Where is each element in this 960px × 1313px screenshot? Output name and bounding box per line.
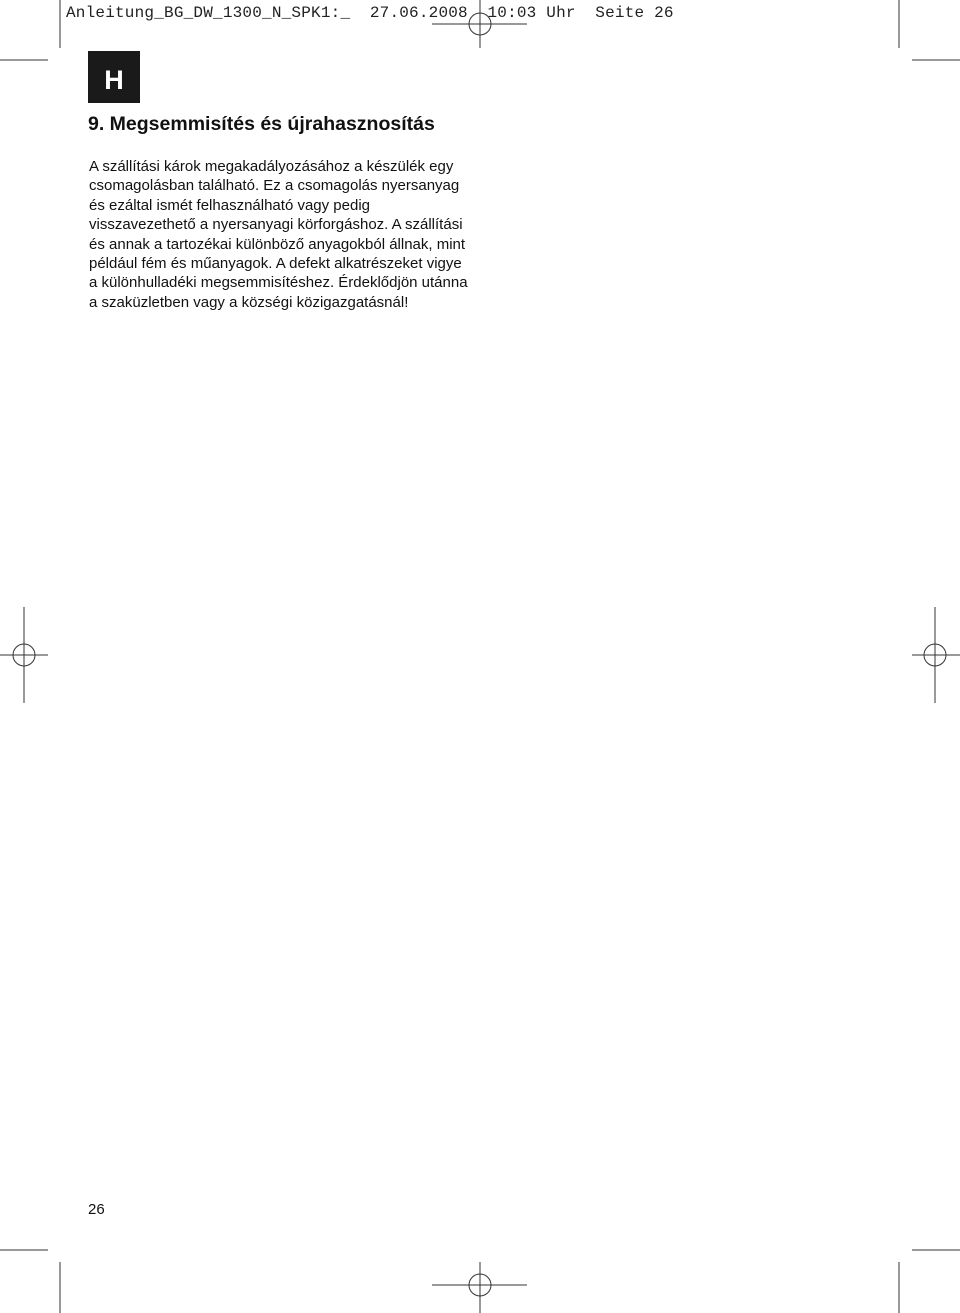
section-body — [89, 157, 469, 312]
section-paragraph: A szállítási károk megakadályozásához a készülék egy csomagolásban található. Ez a csomagolás nyersanyag és ezáltal ismét felhasználható vagy pedig visszavezethető a nyersanyagi körforgáshoz. A szállítási és annak a tartozékai különböző anyagokból állnak, mint például fém és műanyagok. A defekt alkatrészeket vigye a különhulladéki megsemmisítéshez. Érdeklődjön utánna a szaküzletben vagy a községi közigazgatásnál! — [89, 158, 468, 311]
registration-mark-right — [912, 607, 960, 703]
section-heading: 9. Megsemmisítés és újrahasznosítás — [88, 113, 435, 135]
registration-mark-bottom — [432, 1262, 527, 1313]
print-slug: Anleitung_BG_DW_1300_N_SPK1:_ 27.06.2008 10:03 Uhr Seite 26 — [66, 4, 674, 22]
page-number: 26 — [88, 1201, 105, 1218]
registration-mark-left — [0, 607, 48, 703]
language-badge-label: H — [104, 64, 124, 95]
language-badge — [88, 51, 140, 103]
